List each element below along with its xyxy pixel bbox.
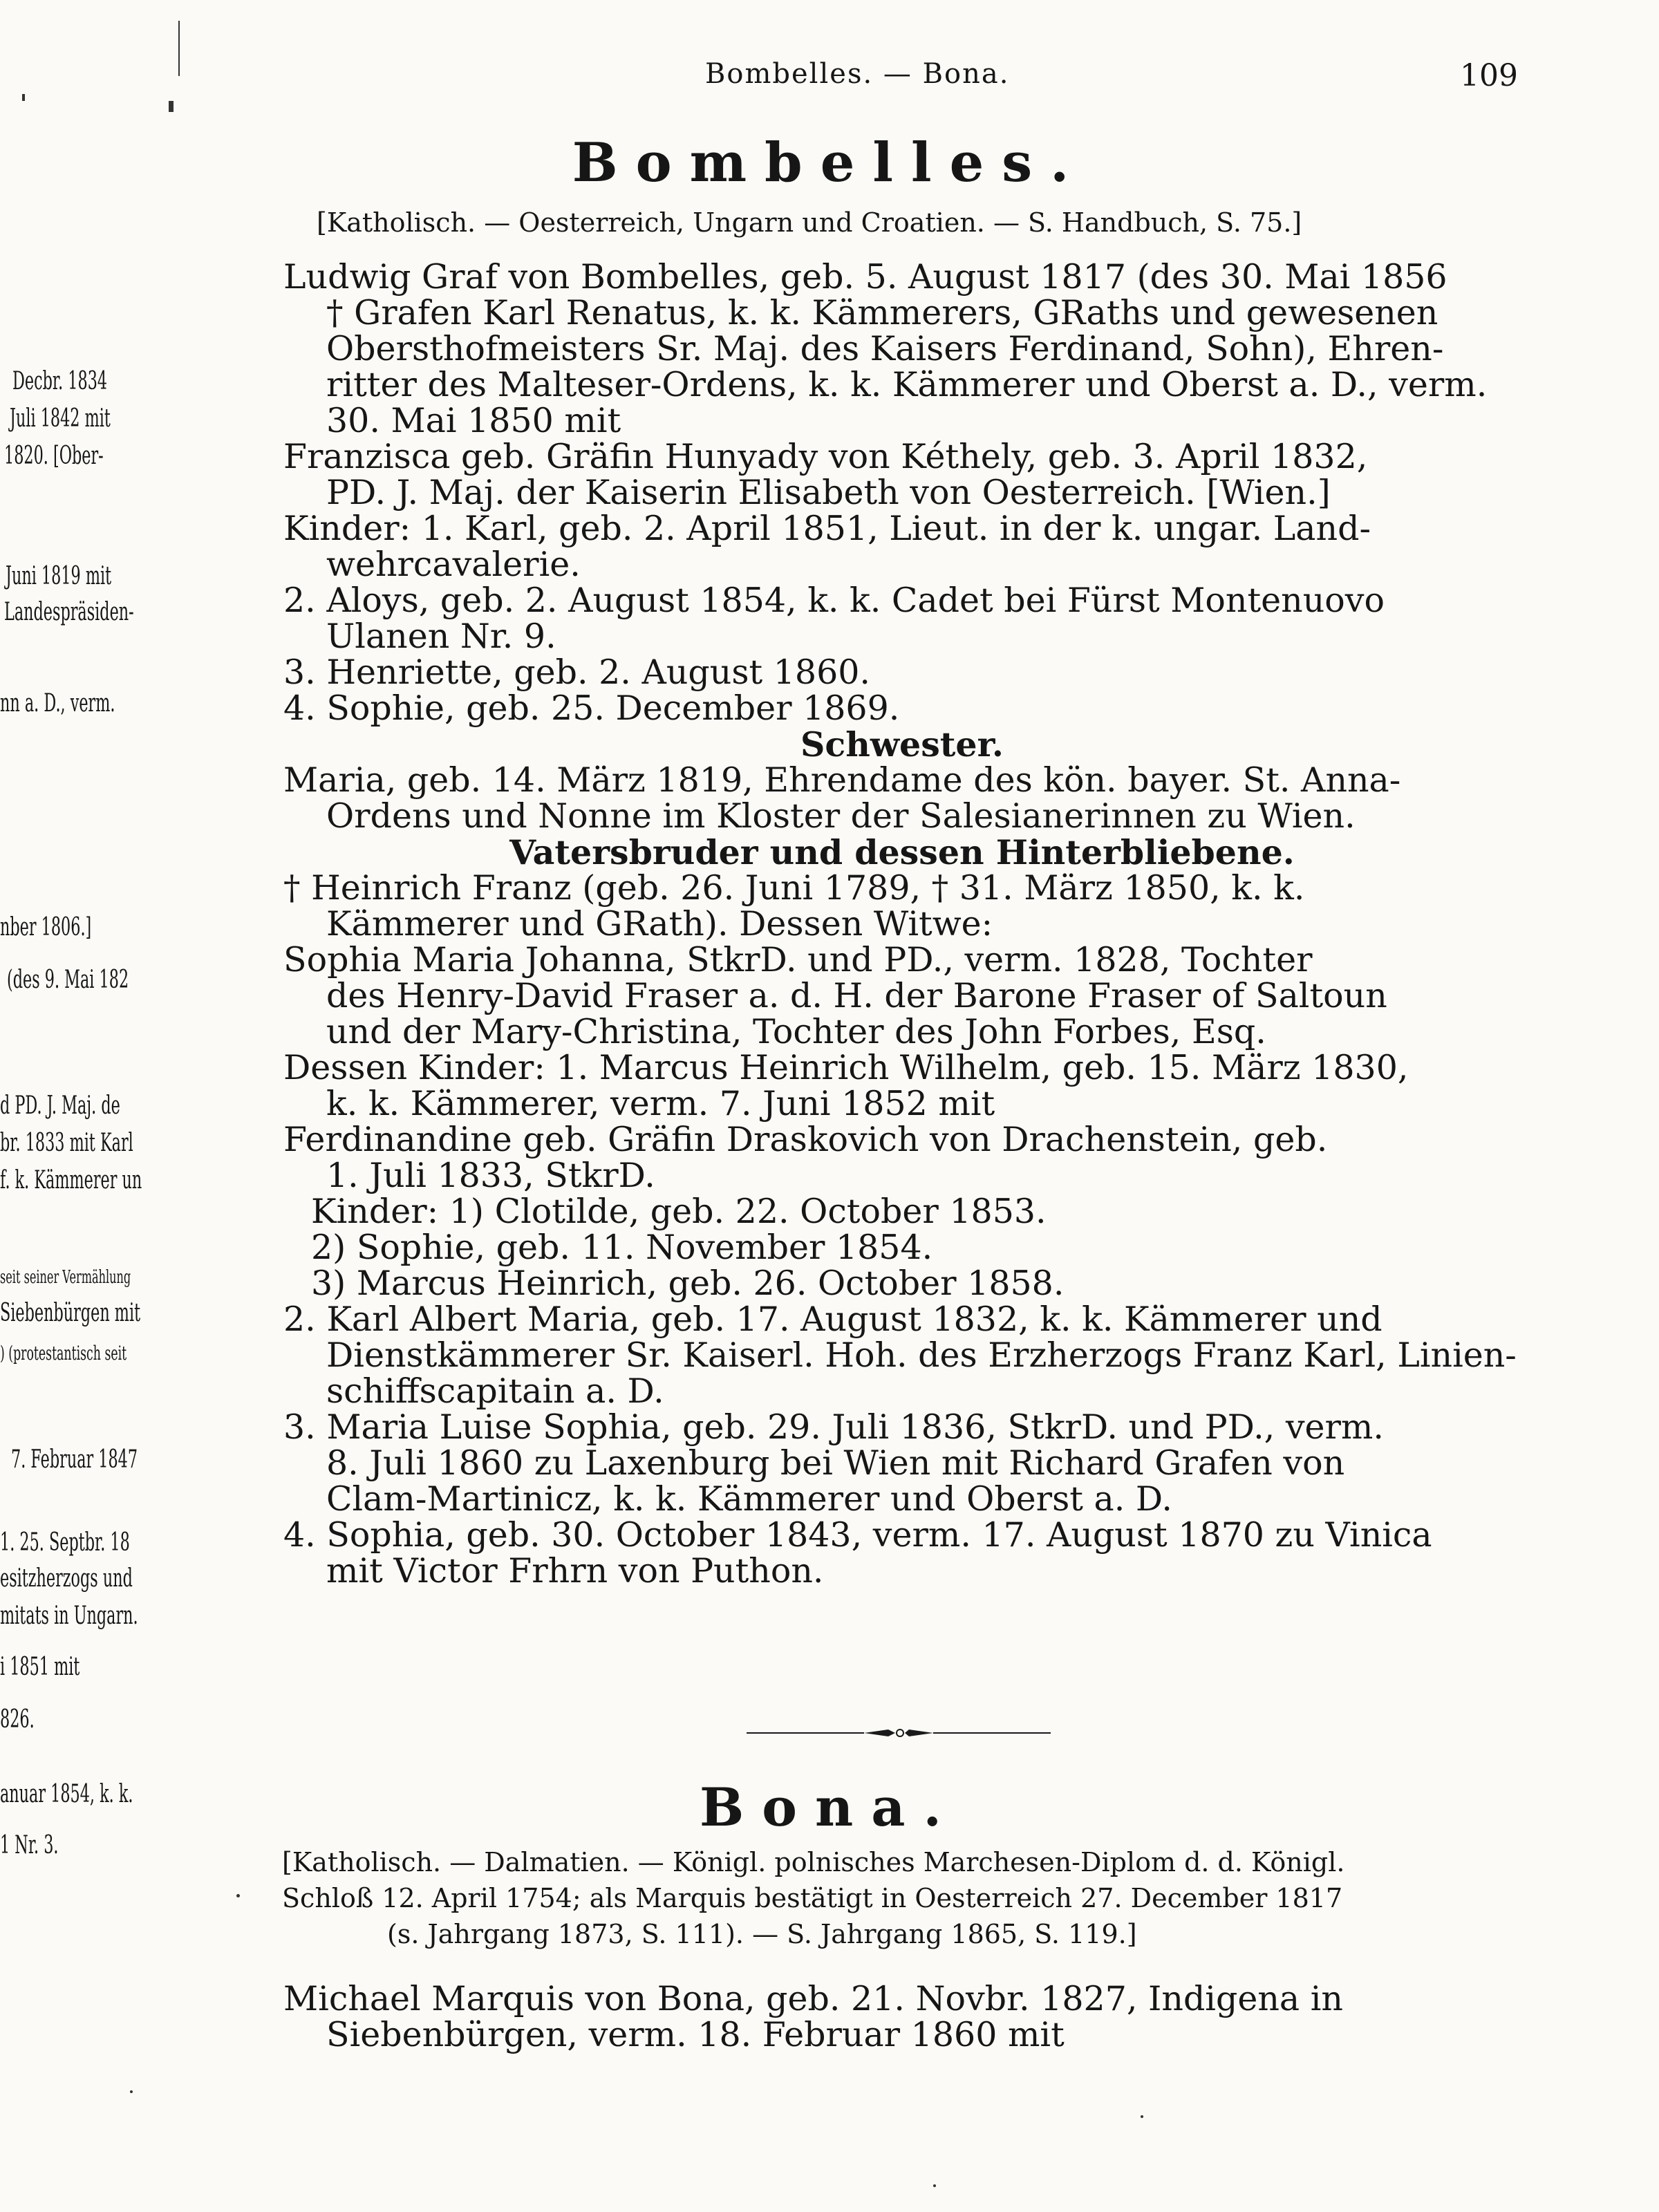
entry-line: Michael Marquis von Bona, geb. 21. Novbr. 1827, Indigena in [283,1979,1343,2018]
section-title-bombelles: Bombelles. [572,131,1087,194]
fragment-line: Siebenbürgen mit [0,1299,141,1327]
fragment-line: nber 1806.] [0,913,92,941]
entry-line: 8. Juli 1860 zu Laxenburg bei Wien mit Richard Grafen von [326,1443,1345,1483]
entry-line: PD. J. Maj. der Kaiserin Elisabeth von Oesterreich. [Wien.] [326,473,1331,512]
bombelles-entries [283,259,1521,1589]
entry-line: 3) Marcus Heinrich, geb. 26. October 1858. [311,1264,1065,1303]
entry-line: 2. Aloys, geb. 2. August 1854, k. k. Cadet bei Fürst Montenuovo [283,581,1385,620]
entry-line: † Grafen Karl Renatus, k. k. Kämmerers, GRaths und gewesenen [326,293,1438,332]
entry-line: 4. Sophie, geb. 25. December 1869. [283,688,900,728]
fragment-line: anuar 1854, k. k. [0,1780,133,1808]
section-note-line: (s. Jahrgang 1873, S. 111). — S. Jahrgang 1865, S. 119.] [387,1919,1137,1949]
entry-line: 2) Sophie, geb. 11. November 1854. [311,1228,933,1267]
fragment-line: 826. [0,1705,35,1734]
fragment-line: nn a. D., verm. [0,689,115,718]
entry-line: Franzisca geb. Gräfin Hunyady von Kéthely, geb. 3. April 1832, [283,437,1368,476]
entry-line: schiffscapitain a. D. [326,1371,664,1411]
entry-line: k. k. Kämmerer, verm. 7. Juni 1852 mit [326,1084,995,1123]
entry-line: Kinder: 1) Clotilde, geb. 22. October 1853. [311,1192,1047,1231]
entry-line: 2. Karl Albert Maria, geb. 17. August 1832, k. k. Kämmerer und [283,1300,1382,1339]
entry-line: Dessen Kinder: 1. Marcus Heinrich Wilhelm, geb. 15. März 1830, [283,1048,1409,1087]
fragment-line: d PD. J. Maj. de [0,1091,120,1120]
fragment-line: ) (protestantisch seit [0,1342,127,1365]
section-title-bona: Bona. [700,1777,959,1838]
entry-line: mit Victor Frhrn von Puthon. [326,1551,824,1591]
fragment-line: f. k. Kämmerer un [0,1166,142,1194]
entry-line: des Henry-David Fraser a. d. H. der Barone Fraser of Saltoun [326,976,1387,1015]
fragment-line: Juni 1819 mit [6,562,112,590]
entry-line: 1. Juli 1833, StkrD. [326,1156,655,1195]
fragment-line: esitzherzogs und [0,1564,133,1593]
entry-line: 3. Maria Luise Sophia, geb. 29. Juli 1836, StkrD. und PD., verm. [283,1407,1384,1447]
edge-mark [178,21,180,76]
entry-line: † Heinrich Franz (geb. 26. Juni 1789, † 31. März 1850, k. k. [283,868,1305,908]
ornamental-rule [747,1726,1051,1740]
fragment-line: br. 1833 mit Karl [0,1129,133,1157]
fragment-line: 1. 25. Septbr. 18 [0,1528,130,1557]
fragment-line: i 1851 mit [0,1653,80,1681]
entry-line: ritter des Malteser-Ordens, k. k. Kämmerer und Oberst a. D., verm. [326,365,1488,404]
fragment-line: Juli 1842 mit [10,404,111,433]
page-number: 109 [1460,58,1518,93]
running-head: Bombelles. — Bona. [705,58,1010,90]
fragment-line: Landespräsiden- [4,598,134,626]
entry-line: wehrcavalerie. [326,545,581,584]
bona-entries [283,1981,1521,2053]
speck [236,1894,240,1897]
edge-mark [169,101,174,112]
entry-line: Ludwig Graf von Bombelles, geb. 5. August 1817 (des 30. Mai 1856 [283,257,1447,297]
subheading-schwester: Schwester. [800,724,1004,765]
fragment-line: (des 9. Mai 182 [7,966,129,994]
entry-line: Maria, geb. 14. März 1819, Ehrendame des kön. bayer. St. Anna- [283,760,1401,800]
subheading-vatersbruder: Vatersbruder und dessen Hinterbliebene. [509,832,1295,872]
entry-line: 30. Mai 1850 mit [326,401,621,440]
entry-line: Dienstkämmerer Sr. Kaiserl. Hoh. des Erzherzogs Franz Karl, Linien- [326,1335,1517,1375]
section-note: [Katholisch. — Oesterreich, Ungarn und Croatien. — S. Handbuch, S. 75.] [317,207,1302,238]
entry-line: Kämmerer und GRath). Dessen Witwe: [326,904,993,944]
fragment-line: Decbr. 1834 [12,367,108,395]
speck [933,2184,936,2187]
section-note-line: [Katholisch. — Dalmatien. — Königl. polnisches Marchesen-Diplom d. d. Königl. [282,1847,1345,1877]
entry-line: 3. Henriette, geb. 2. August 1860. [283,653,871,692]
section-note-line: Schloß 12. April 1754; als Marquis bestätigt in Oesterreich 27. December 1817 [282,1883,1343,1913]
fragment-line: 7. Februar 1847 [11,1445,138,1474]
entry-line: Sophia Maria Johanna, StkrD. und PD., verm. 1828, Tochter [283,940,1313,980]
entry-line: Obersthofmeisters Sr. Maj. des Kaisers Ferdinand, Sohn), Ehren- [326,329,1444,368]
entry-line: Kinder: 1. Karl, geb. 2. April 1851, Lieut. in der k. ungar. Land- [283,509,1371,548]
entry-line: Ferdinandine geb. Gräfin Draskovich von Drachenstein, geb. [283,1120,1328,1159]
entry-line: Clam-Martinicz, k. k. Kämmerer und Oberst a. D. [326,1479,1172,1519]
fragment-line: 1 Nr. 3. [0,1831,59,1859]
fragment-line: mitats in Ungarn. [0,1602,138,1630]
speck [130,2090,133,2093]
entry-line: Ulanen Nr. 9. [326,617,556,656]
edge-mark [22,94,25,101]
entry-line: Ordens und Nonne im Kloster der Salesianerinnen zu Wien. [326,796,1356,836]
entry-line: 4. Sophia, geb. 30. October 1843, verm. 17. August 1870 zu Vinica [283,1515,1432,1555]
speck [1141,2115,1143,2118]
fragment-line: 1820. [Ober- [4,442,104,470]
entry-line: Siebenbürgen, verm. 18. Februar 1860 mit [326,2015,1065,2054]
entry-line: und der Mary-Christina, Tochter des John Forbes, Esq. [326,1012,1266,1051]
fragment-line: seit seiner Vermählung [0,1267,131,1288]
